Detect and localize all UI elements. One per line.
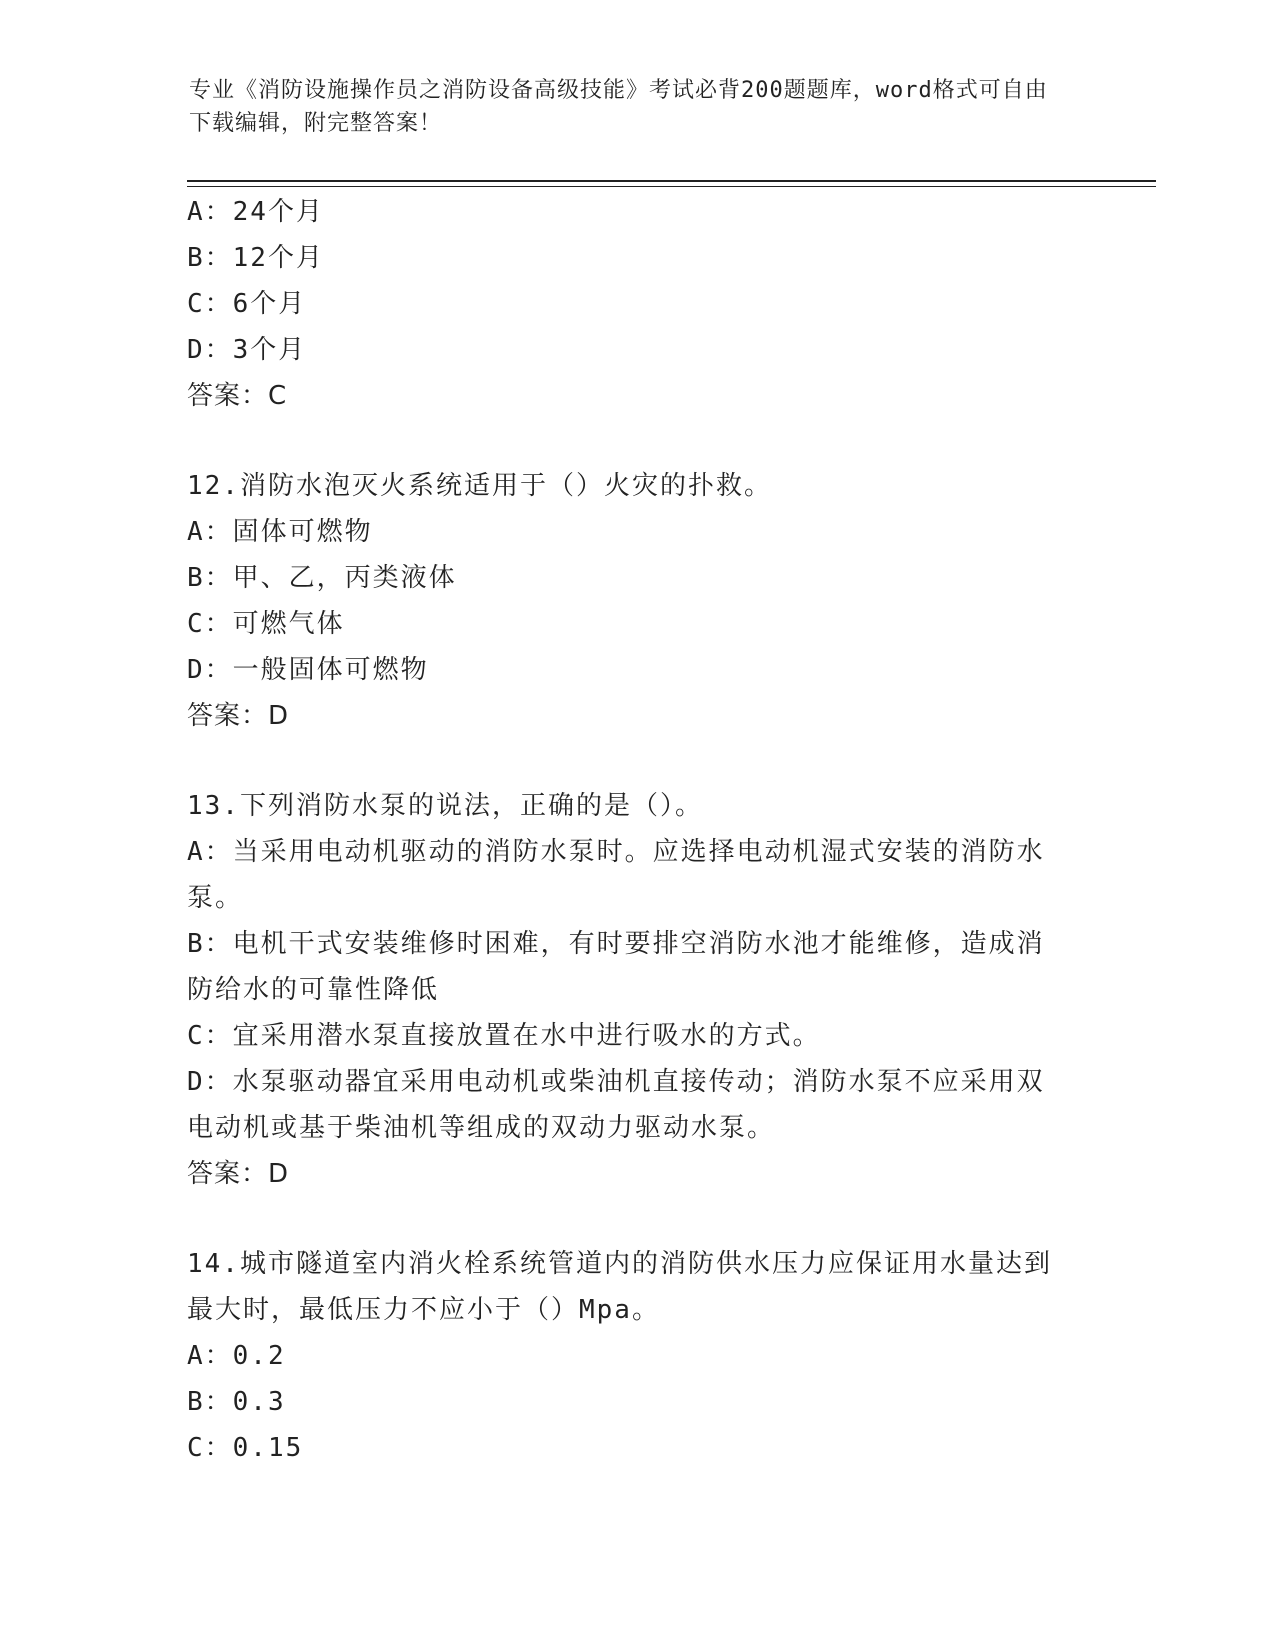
option-a: A：24个月: [187, 197, 324, 227]
header-divider-thin: [187, 186, 1156, 187]
answer-line: 答案：D: [187, 701, 290, 731]
header-divider-thick: [187, 180, 1156, 182]
question-block-13: [187, 783, 1087, 1197]
option-a: A：当采用电动机驱动的消防水泵时。应选择电动机湿式安装的消防水泵。: [187, 837, 1045, 913]
option-c: C：0.15: [187, 1433, 304, 1463]
answer-line: 答案：D: [187, 1159, 290, 1189]
question-list: [187, 189, 1087, 1471]
question-stem: 14.城市隧道室内消火栓系统管道内的消防供水压力应保证用水量达到最大时，最低压力不应小于（）Mpa。: [187, 1249, 1052, 1325]
option-d: D：3个月: [187, 335, 307, 365]
question-stem: 12.消防水泡灭火系统适用于（）火灾的扑救。: [187, 471, 772, 501]
document-header: 专业《消防设施操作员之消防设备高级技能》考试必背200题题库，word格式可自由下载编辑，附完整答案！: [189, 78, 1048, 136]
option-b: B：12个月: [187, 243, 324, 273]
question-block-12: [187, 463, 1087, 739]
option-d: D：水泵驱动器宜采用电动机或柴油机直接传动；消防水泵不应采用双电动机或基于柴油机等组成的双动力驱动水泵。: [187, 1067, 1045, 1143]
option-c: C：宜采用潜水泵直接放置在水中进行吸水的方式。: [187, 1021, 821, 1051]
option-b: B：甲、乙，丙类液体: [187, 563, 457, 593]
option-c: C：可燃气体: [187, 609, 345, 639]
option-d: D：一般固体可燃物: [187, 655, 429, 685]
question-block-14: [187, 1241, 1087, 1471]
option-b: B：0.3: [187, 1387, 286, 1417]
option-b: B：电机干式安装维修时困难，有时要排空消防水池才能维修，造成消防给水的可靠性降低: [187, 929, 1045, 1005]
option-a: A：0.2: [187, 1341, 286, 1371]
question-block-11: [187, 189, 1087, 419]
answer-line: 答案：C: [187, 381, 288, 411]
question-stem: 13.下列消防水泵的说法，正确的是（）。: [187, 791, 703, 821]
option-a: A：固体可燃物: [187, 517, 373, 547]
option-c: C：6个月: [187, 289, 307, 319]
